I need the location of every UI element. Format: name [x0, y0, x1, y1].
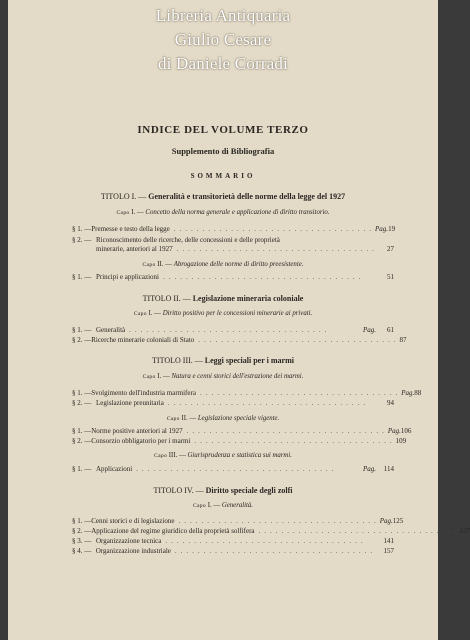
toc-entry: § 2. — Ricerche minerarie coloniali di Stato ................................... 87 [72, 336, 407, 344]
toc-entry: § 4. — Organizzazione industriale ................................... 157 [72, 547, 394, 555]
toc-entry: § 2. — Riconoscimento delle ricerche, delle concessioni e delle proprietà [72, 236, 280, 244]
chapter-heading: Capo II. — Abrogazione delle norme di diritto preesistente. [142, 261, 304, 268]
watermark-line-2: Giulio Cesare [174, 30, 272, 49]
toc-entry: § 2. — Applicazione del regime giuridico della proprietà solfifera ................................... 137 [72, 527, 470, 535]
toc-entry: § 1. — Cenni storici e di legislazione ................................... Pag. 125 [72, 517, 404, 525]
chapter-heading: Capo III. — Giurisprudenza e statistica sui marmi. [154, 452, 292, 459]
toc-entry: § 1. — Applicazioni ................................... Pag. 114 [72, 465, 394, 473]
watermark-line-3: di Daniele Corradi [157, 54, 289, 73]
book-page [8, 0, 470, 640]
sommario-heading: SOMMARIO [190, 172, 256, 180]
chapter-heading: Capo I. — Diritto positivo per le concessioni minerarie ai privati. [133, 310, 313, 317]
toc-entry: § 3. — Organizzazione tecnica ................................... 141 [72, 537, 394, 545]
chapter-heading: Capo I. — Generalità. [192, 502, 254, 509]
section-title: TITOLO I. — Generalità e transitorietà delle norme della legge del 1927 [100, 192, 346, 201]
toc-entry: § 1. — Svolgimento dell'industria marmifera ................................... Pag. 88 [72, 389, 422, 397]
toc-entry: § 1. — Generalità ................................... Pag. 61 [72, 326, 394, 334]
toc-entry: § 1. — Premesse e testo della legge ................................... Pag. 19 [72, 225, 396, 233]
page-title: INDICE DEL VOLUME TERZO [137, 124, 309, 136]
toc-entry: § 2. — Consorzio obbligatorio per i marmi ................................... 109 [72, 437, 407, 445]
chapter-heading: Capo I. — Natura e cenni storici dell'estrazione dei marmi. [142, 373, 304, 380]
toc-entry: § 1. — Principi e applicazioni ................................... 51 [72, 273, 394, 281]
chapter-heading: Capo II. — Legislazione speciale vigente. [166, 415, 280, 422]
watermark-line-1: Libreria Antiquaria [155, 6, 291, 25]
chapter-heading: Capo I. — Concetto della norma generale e applicazione di diritto transitorio. [116, 209, 330, 216]
section-title: TITOLO II. — Legislazione mineraria coloniale [142, 294, 304, 303]
toc-entry: § 2. — Legislazione preunitaria ................................... 94 [72, 399, 394, 407]
toc-entry: § 1. — Norme positive anteriori al 1927 ................................... Pag. 106 [72, 427, 412, 435]
section-title: TITOLO III. — Leggi speciali per i marmi [152, 356, 294, 365]
toc-entry-continued: minerarie, anteriori al 1927 ................................... 27 [96, 245, 394, 253]
page-subtitle: Supplemento di Bibliografia [171, 146, 275, 156]
section-title: TITOLO IV. — Diritto speciale degli zolfi [153, 486, 293, 495]
